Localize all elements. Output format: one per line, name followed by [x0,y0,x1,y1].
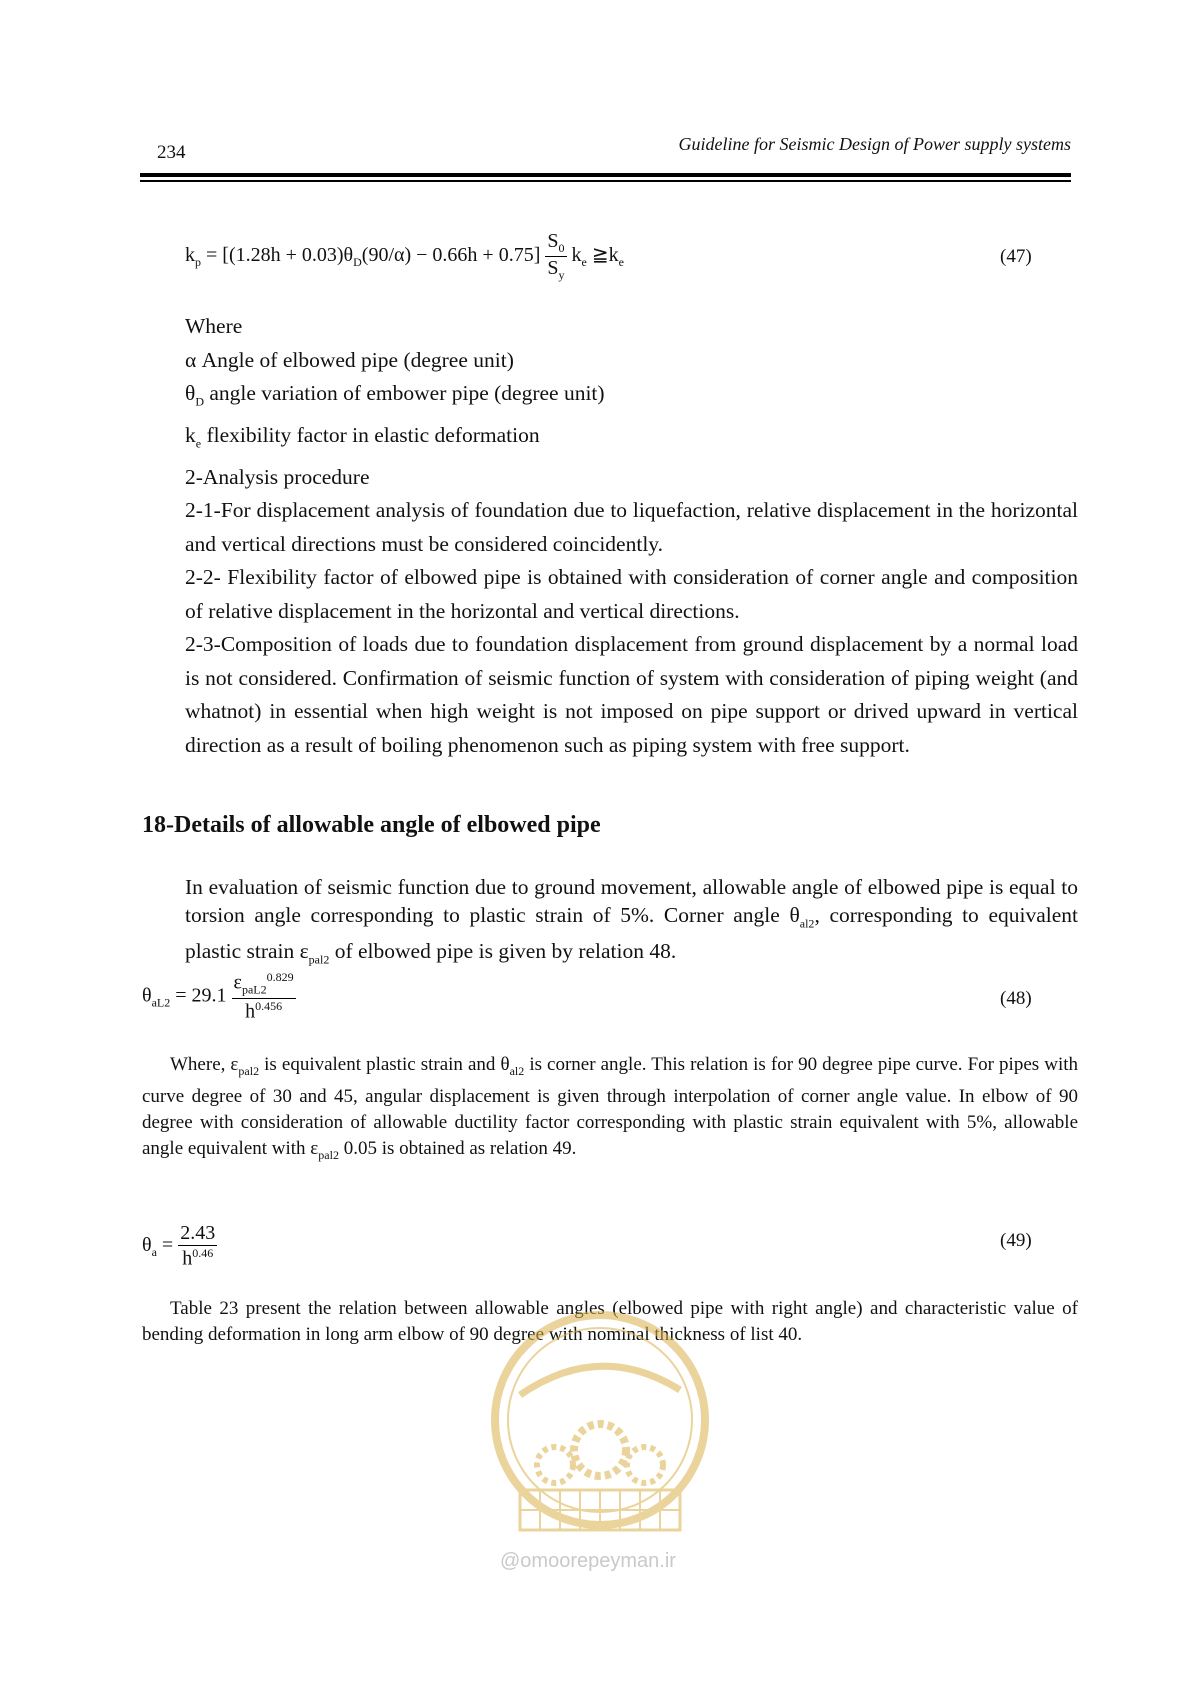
eq48-num-sub: paL2 [241,982,267,997]
ke-sub: e [195,436,202,451]
where-b: is equivalent plastic strain and θ [259,1054,510,1075]
def-thetaD [185,377,1078,419]
definitions-block [185,310,1078,762]
section-heading: 18-Details of allowable angle of elbowed pipe [142,812,601,838]
eq47-tail2-sub: e [618,255,624,270]
where-label: Where [185,314,243,338]
section-intro [185,873,1078,974]
eq47-tail2: ≧k [586,244,619,267]
where-paragraph [142,1052,1078,1168]
page-number: 234 [157,142,186,163]
eq49-lhs: θ [142,1233,152,1256]
eq48-den-sup: 0.456 [255,998,283,1013]
eq47-frac-den: S [547,257,559,279]
eq47-theta-sub: D [353,255,362,270]
thetaD-sub: D [195,394,204,409]
thetaD-symbol: θ [185,381,196,405]
watermark-site: @omoorepeyman.ir [500,1550,676,1572]
eq48-num: ε [233,971,242,994]
equation-49 [142,1222,217,1271]
intro-a: In evaluation of seismic function due to ground movement, allowable angle of elbowed pipe is equal to torsion angle corresponding to plastic strain of 5%. Corner angle θ [185,875,1078,927]
header-rule-thick [140,173,1071,177]
table-paragraph-text: Table 23 present the relation between allowable angles (elbowed pipe with right angle) and characteristic value of bending deformation in long arm elbow of 90 degree with nominal thickness of list 40. [142,1298,1078,1345]
def-ke [185,419,1078,461]
eq49-equals: = [156,1233,179,1256]
equation-48-number: (48) [1000,988,1032,1009]
eq48-den: h [245,1000,256,1023]
ke-symbol: k [185,422,196,447]
ke-text: flexibility factor in elastic deformation [201,422,540,447]
eq49-den-sup: 0.46 [192,1246,214,1260]
eq48-lhs: θ [142,984,152,1007]
where-sub3: pal2 [318,1147,339,1162]
where-a: Where, ε [170,1054,239,1075]
equation-47-number: (47) [1000,246,1032,267]
eq47-fraction [545,230,566,283]
where-d: 0.05 is obtained as relation 49. [338,1137,577,1159]
intro-sub2: pal2 [308,952,330,967]
eq47-tail1: k [566,244,582,267]
intro-b: , corresponding to equivalent plastic strain ε [185,903,1078,964]
eq49-den: h [182,1247,193,1270]
intro-sub1: al2 [799,916,815,931]
eq49-lhs-sub: a [151,1244,157,1259]
def-alpha [185,344,1078,378]
eq47-tail1-sub: e [581,255,587,270]
eq47-body2: (90/α) − 0.66h + 0.75] [361,244,541,267]
eq48-fraction [232,970,296,1023]
eq47-frac-den-sub: y [558,268,565,282]
procedure-title: 2-Analysis procedure [185,464,370,489]
eq47-frac-num-sub: 0 [558,241,565,255]
eq48-equals: = 29.1 [170,984,227,1007]
procedure-p3: 2-3-Composition of loads due to foundation displacement from ground displacement by a normal load is not considered. Confirmation of seismic function of system with consideration of piping weight (and whatnot) in essential when high weight is not imposed on pipe support or drived upward in vertical direction as a result of boiling phenomenon such as piping system with free support. [185,632,1078,757]
eq47-body1: = [(1.28h + 0.03)θ [201,244,354,267]
where-c: is corner angle. This relation is for 90 degree pipe curve. For pipes with curve degree of 30 and 45, angular displacement is given through interpolation of corner angle value. In elbow of 90 degree with consideration of allowable ductility factor corresponding with plastic strain equivalent with 5%, allowable angle equivalent with ε [142,1054,1078,1159]
header-rule-thin [140,180,1071,182]
eq48-num-sup: 0.829 [266,970,294,984]
where-sub2: al2 [509,1063,525,1078]
eq47-lhs: k [185,244,195,267]
equation-47 [185,230,624,283]
thetaD-text: angle variation of embower pipe (degree unit) [203,381,605,405]
alpha-text: Angle of elbowed pipe (degree unit) [196,347,514,372]
eq47-frac-num: S [547,230,559,252]
where-sub1: pal2 [238,1063,260,1078]
running-title: Guideline for Seismic Design of Power supply systems [678,134,1071,154]
eq48-lhs-sub: aL2 [151,995,171,1010]
equation-49-number: (49) [1000,1230,1032,1251]
procedure-p1: 2-1-For displacement analysis of foundation due to liquefaction, relative displacement in the horizontal and vertical directions must be considered coincidently. [185,498,1078,556]
equation-48 [142,970,296,1023]
intro-c: of elbowed pipe is given by relation 48. [329,939,677,964]
alpha-symbol: α [185,347,197,372]
eq49-num: 2.43 [180,1222,216,1244]
eq49-fraction [178,1222,217,1271]
eq47-lhs-sub: p [195,255,201,270]
procedure-p2: 2-2- Flexibility factor of elbowed pipe is obtained with consideration of corner angle and composition of relative displacement in the horizontal and vertical directions. [185,565,1078,623]
